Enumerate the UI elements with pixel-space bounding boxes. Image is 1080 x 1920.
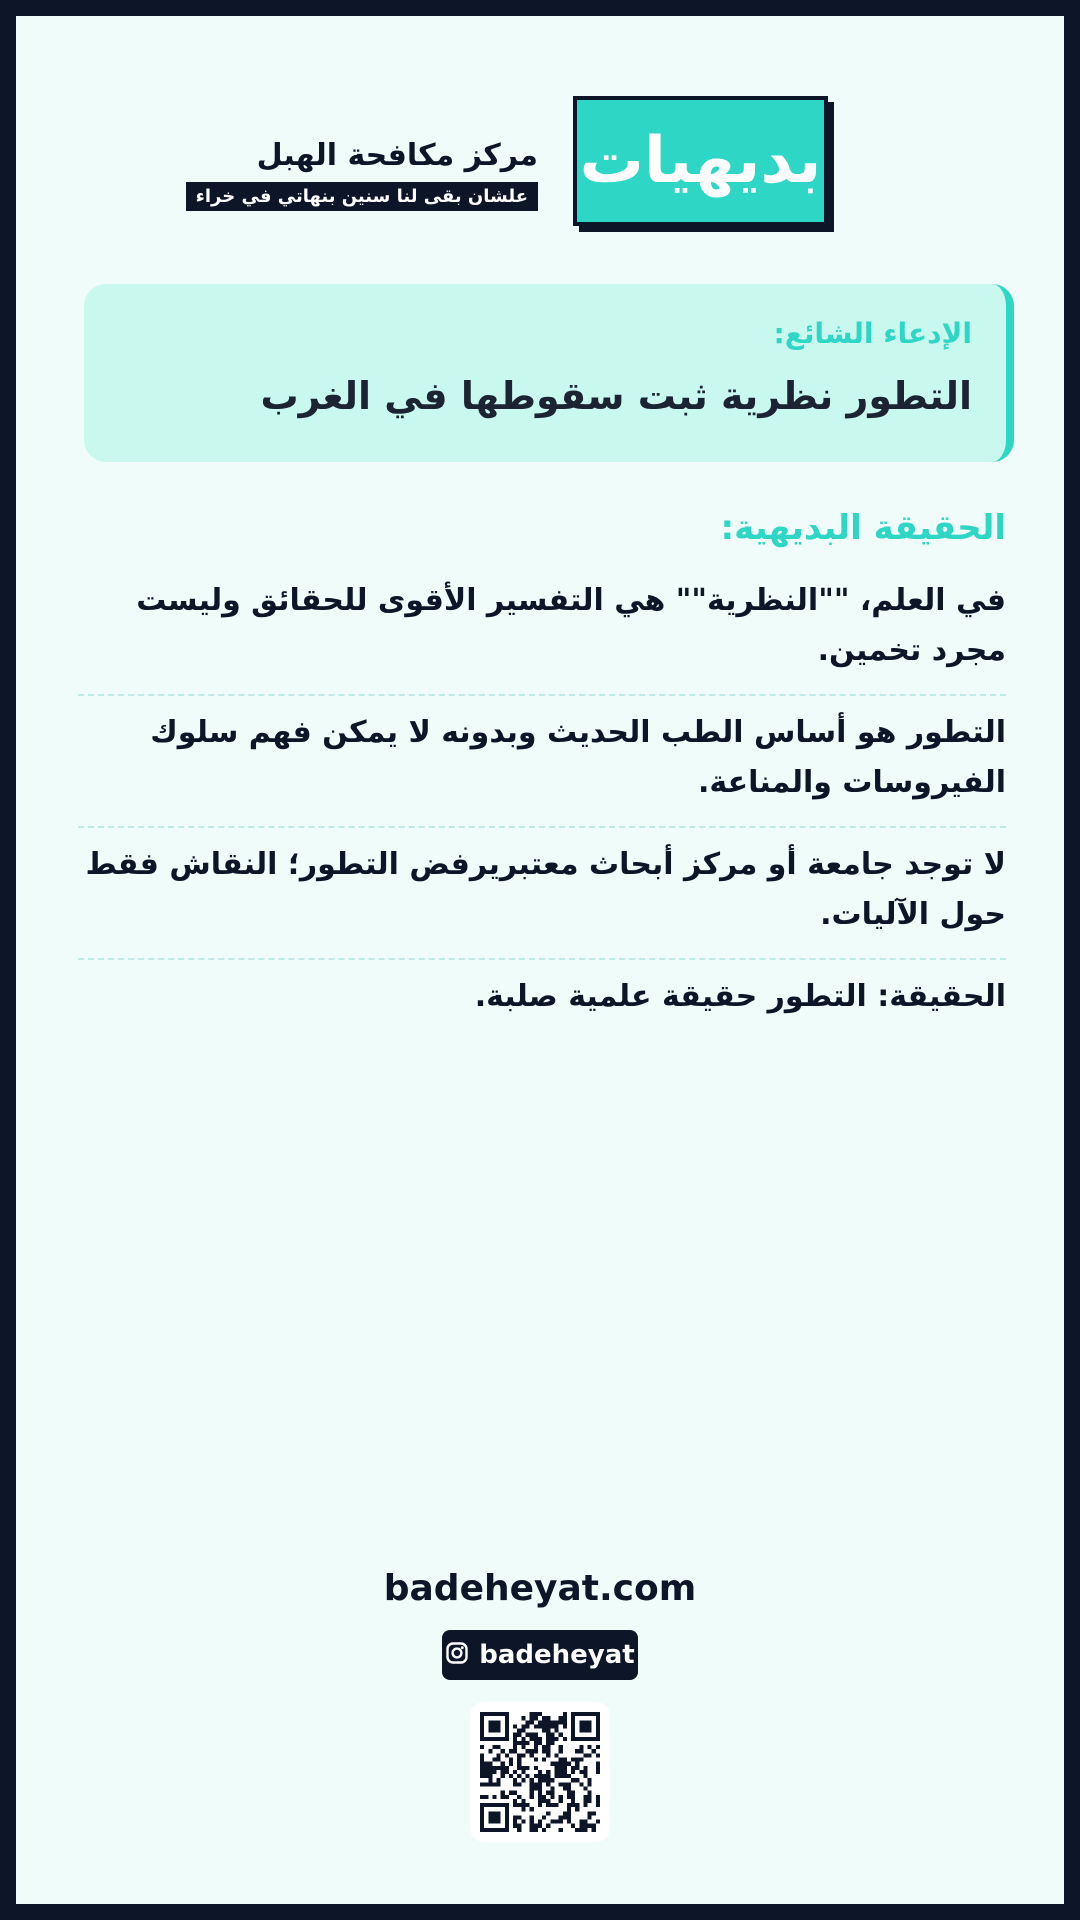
claim-text: التطور نظرية ثبت سقوطها في الغرب bbox=[260, 374, 972, 418]
fact-item: لا توجد جامعة أو مركز أبحاث معتبريرفض التطور؛ النقاش فقط حول الآليات. bbox=[78, 828, 1006, 960]
truth-heading: الحقيقة البديهية: bbox=[720, 508, 1006, 548]
claim-label: الإدعاء الشائع: bbox=[773, 317, 972, 350]
qr-code-icon[interactable] bbox=[470, 1702, 610, 1842]
instagram-handle: badeheyat bbox=[479, 1640, 635, 1670]
brand-logo-box bbox=[573, 96, 828, 226]
org-tagline: علشان بقى لنا سنين بنهاتي في خراء bbox=[186, 182, 538, 211]
org-block bbox=[186, 136, 538, 211]
brand-logo bbox=[573, 96, 838, 248]
claim-card bbox=[84, 284, 1014, 462]
fact-conclusion: الحقيقة: التطور حقيقة علمية صلبة. bbox=[474, 979, 1006, 1014]
fact-item: في العلم، ""النظرية"" هي التفسير الأقوى للحقائق وليست مجرد تخمين. bbox=[78, 576, 1006, 696]
org-name: مركز مكافحة الهبل bbox=[256, 138, 538, 173]
poster bbox=[16, 16, 1064, 1904]
fact-item: التطور هو أساس الطب الحديث وبدونه لا يمكن فهم سلوك الفيروسات والمناعة. bbox=[78, 696, 1006, 828]
facts-list bbox=[78, 576, 1006, 1040]
website-link[interactable]: badeheyat.com bbox=[383, 1568, 697, 1609]
brand-name: بديهيات bbox=[579, 124, 822, 198]
instagram-badge[interactable] bbox=[442, 1630, 638, 1680]
instagram-icon bbox=[445, 1641, 469, 1669]
